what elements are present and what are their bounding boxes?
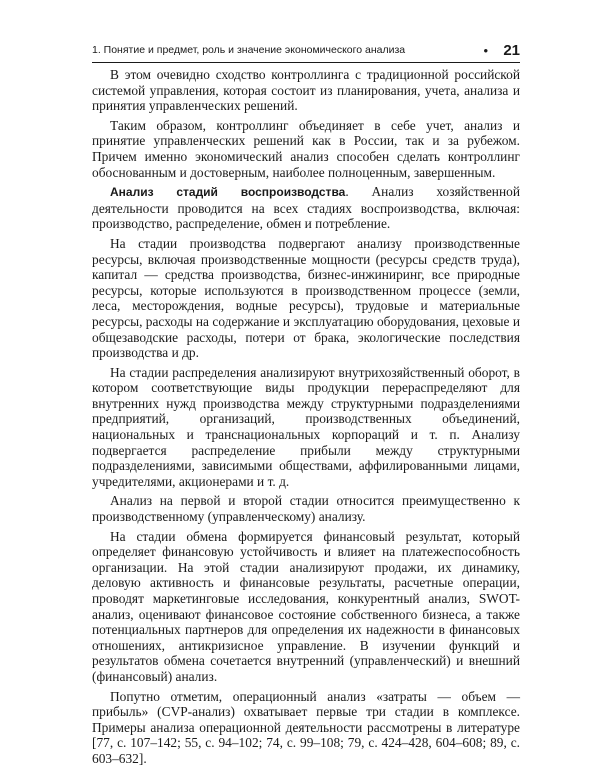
bullet-icon: •: [483, 43, 488, 58]
paragraph-text: В этом очевидно сходство контроллинга с традиционной российской системой управления, которая состоит из планирования, учета, анализа и принятия управленческих решений.: [92, 67, 520, 114]
paragraph-text: Таким образом, контроллинг объединяет в себе учет, анализ и принятие управленческих решений как в России, так и за рубежом. Причем именно экономический анализ способен сделать контроллинг обоснованным и достоверным, наиболее полноценным, завершенным.: [92, 117, 520, 180]
paragraph-text: . Анализ хозяйственной деятельности проводится на всех стадиях воспроизводства, включая: производство, распределение, обмен и потребление.: [92, 184, 520, 232]
paragraph: [92, 365, 520, 490]
body-text: [92, 67, 520, 771]
paragraph: [92, 118, 520, 180]
running-title: 1. Понятие и предмет, роль и значение экономического анализа: [92, 44, 406, 56]
paragraph: [92, 529, 520, 685]
paragraph-text: На стадии распределения анализируют внутрихозяйственный оборот, в котором соответствующие виды продукции перераспределяют для внутренних нужд производства между структурными подразделениями предприятий, организаций, производственных объединений, национальных и транснациональных корпораций и т. п. Анализу подвергается распределение прибыли между структурными подразделениями, зависимыми обществами, аффилированными лицами, учредителями, акционерами и т. д.: [92, 364, 520, 489]
running-header: [92, 42, 520, 63]
run-in-heading: Анализ стадий воспроизводства: [110, 185, 346, 200]
paragraph: [92, 689, 520, 767]
paragraph: [92, 184, 520, 232]
paragraph: [92, 493, 520, 524]
paragraph-text: Анализ на первой и второй стадии относится преимущественно к производственному (управленческому) анализу.: [92, 493, 520, 525]
paragraph: [92, 236, 520, 361]
paragraph-text: На стадии обмена формируется финансовый результат, который определяет финансовую устойчивость и влияет на платежеспособность организации. На этой стадии анализируют продажи, их динамику, деловую активность и финансовые результаты, расчетные операции, проводят маркетинговые исследования, конкурентный анализ, SWOT-анализ, оценивают финансовое состояние собственного бизнеса, а также потенциальных партнеров для определения их надежности в финансовых отношениях, антикризисное управление. В изучении функций и результатов обмена сочетается внутренний (управленческий) и внешний (финансовый) анализ.: [92, 528, 520, 684]
paragraph: [92, 67, 520, 114]
paragraph-text: На стадии производства подвергают анализу производственные ресурсы, включая производственные мощности (ресурсы средств труда), капитал — средства производства, бизнес-инжиниринг, все природные ресурсы, которые используются в производственном процессе (земли, леса, месторождения, водные ресурсы), трудовые и материальные ресурсы, расходы на содержание и эксплуатацию оборудования, цеховые и общезаводские расходы, потери от брака, экологические последствия производства и др.: [92, 235, 520, 361]
page-number: 21: [503, 42, 520, 59]
paragraph-text: Попутно отметим, операционный анализ «затраты — объем — прибыль» (CVP-анализ) охватывает первые три стадии в комплексе. Примеры анализа операционной деятельности рассмотрены в литературе [77, с. 107–142; 55, с. 94–102; 74, с. 99–108; 79, с. 424–428, 604–608; 89, с. 603–632].: [92, 688, 520, 766]
